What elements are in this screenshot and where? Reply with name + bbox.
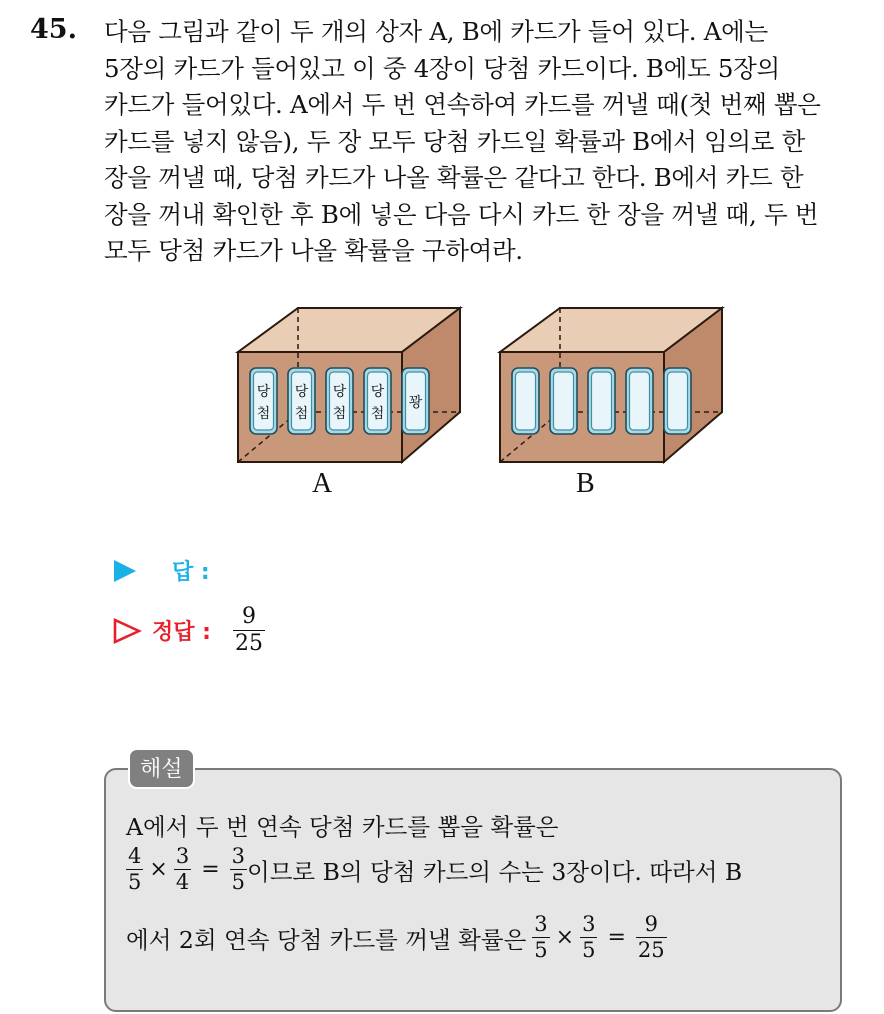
question-line: 5장의 카드가 들어있고 이 중 4장이 당첨 카드이다. B에도 5장의 [104, 53, 780, 83]
boxes-figure [230, 300, 730, 499]
box-a [238, 308, 460, 462]
card-label: 꽝 [408, 395, 423, 411]
card-b-face [592, 372, 612, 430]
solution-line-3-text: 에서 2회 연속 당첨 카드를 꺼낼 확률은 [126, 925, 527, 954]
solution-fraction [580, 914, 597, 961]
answer-triangle-icon [112, 558, 138, 584]
box-a-label: A [312, 468, 333, 499]
fraction-denominator: 5 [128, 870, 142, 894]
question-line: 다음 그림과 같이 두 개의 상자 A, B에 카드가 들어 있다. A에는 [104, 17, 768, 46]
fraction-denominator: 5 [231, 870, 245, 894]
fraction-denominator: 25 [637, 938, 665, 962]
answer-label: 답 : [172, 560, 210, 585]
fraction-numerator: 4 [128, 844, 142, 868]
question-number: 45. [30, 14, 77, 45]
card-label: 첨 [370, 406, 385, 422]
solution-fraction [230, 846, 247, 893]
times-operator: × [149, 857, 168, 882]
card-label: 첨 [256, 406, 271, 422]
fraction-denominator: 25 [234, 631, 263, 656]
equals-operator: = [201, 857, 220, 882]
fraction-numerator: 9 [241, 604, 256, 629]
question-line: 모두 당첨 카드가 나올 확률을 구하여라. [104, 236, 523, 265]
card-label: 당 [294, 384, 309, 400]
card-label: 당 [332, 384, 347, 400]
card-label: 첨 [332, 406, 347, 422]
fraction-numerator: 3 [534, 912, 548, 936]
fraction-denominator: 5 [534, 938, 548, 962]
card-b-face [516, 372, 536, 430]
question-line: 카드가 들어있다. A에서 두 번 연속하여 카드를 꺼낼 때(첫 번째 뽑은 [104, 90, 821, 119]
fraction-numerator: 3 [231, 844, 245, 868]
solution-fraction [126, 846, 143, 893]
correct-triangle-icon [112, 617, 142, 645]
question-line: 장을 꺼내 확인한 후 B에 넣은 다음 다시 카드 한 장을 꺼낼 때, 두 번 [104, 199, 819, 229]
solution-line-2 [126, 846, 742, 893]
solution-fraction [174, 846, 191, 893]
times-operator: × [555, 925, 575, 950]
fraction-numerator: 3 [175, 844, 190, 868]
boxes-illustration [230, 300, 730, 470]
card-label: 당 [370, 384, 385, 400]
solution-line-2-text: 이므로 B의 당첨 카드의 수는 3장이다. 따라서 B [247, 857, 743, 886]
fraction-numerator: 3 [582, 912, 596, 936]
question-line: 장을 꺼낼 때, 당첨 카드가 나올 확률은 같다고 한다. B에서 카드 한 [104, 163, 804, 192]
question-text [104, 14, 864, 270]
fraction-denominator: 5 [582, 938, 596, 962]
fraction-denominator: 4 [175, 870, 190, 894]
correct-answer-label: 정답 : [152, 620, 211, 645]
question-line: 카드를 넣지 않음), 두 장 모두 당첨 카드일 확률과 B에서 임의로 한 [104, 126, 805, 156]
solution-fraction [532, 914, 549, 961]
card-b-face [630, 372, 650, 430]
solution-line-3 [126, 914, 667, 961]
card-b-face [554, 372, 574, 430]
fraction-numerator: 9 [644, 912, 658, 936]
card-b-face [668, 372, 688, 430]
solution-fraction [636, 914, 667, 961]
box-b-label: B [576, 468, 595, 499]
box-b [500, 308, 722, 462]
card-label: 첨 [294, 406, 309, 422]
correct-answer-row [112, 606, 265, 655]
solution-tag: 해설 [128, 748, 195, 789]
answer-row [112, 555, 210, 586]
solution-line-1: A에서 두 번 연속 당첨 카드를 뽑을 확률은 [126, 813, 559, 841]
card-label: 당 [256, 384, 271, 400]
correct-answer-fraction [233, 606, 265, 655]
equals-operator: = [607, 925, 626, 950]
